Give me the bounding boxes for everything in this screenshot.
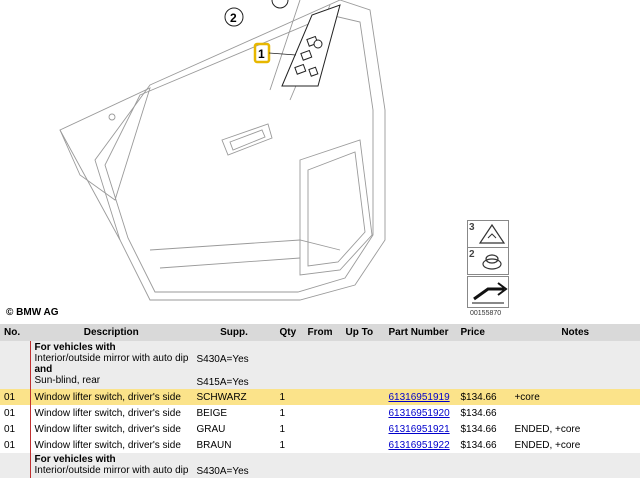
table-header (0, 324, 640, 341)
group-description (30, 341, 192, 389)
legend-number: 3 (469, 222, 475, 233)
row-notes: ENDED, +core (514, 423, 581, 435)
row-no: 01 (4, 439, 16, 451)
group-line: Interior/outside mirror with auto dip (34, 465, 189, 476)
group-supp (192, 341, 275, 389)
row-supp: GRAU (196, 423, 226, 435)
row-notes: ENDED, +core (514, 439, 581, 451)
legend-box-2 (467, 247, 509, 275)
arrow-icon (468, 277, 508, 307)
group-line: Sun-blind, rear (34, 375, 101, 386)
row-price: $134.66 (460, 423, 497, 435)
row-no: 01 (4, 423, 16, 435)
group-title: For vehicles with (34, 342, 116, 353)
col-price: Price (456, 324, 510, 341)
row-description: Window lifter switch, driver's side (30, 437, 192, 453)
group-supp-value: S430A=Yes (196, 466, 249, 477)
row-supp: BEIGE (196, 407, 228, 419)
copyright: © BMW AG (6, 307, 59, 318)
row-notes (510, 405, 640, 421)
row-description: Window lifter switch, driver's side (30, 421, 192, 437)
row-supp: BRAUN (196, 439, 232, 451)
col-upto: Up To (341, 324, 384, 341)
callout-2: 2 (230, 11, 237, 25)
part-number-link[interactable]: 61316951919 (388, 391, 450, 403)
group-row (0, 453, 640, 478)
part-number-link[interactable]: 61316951921 (388, 423, 450, 435)
callout-1: 1 (258, 47, 265, 61)
col-description: Description (30, 324, 192, 341)
part-number-link[interactable]: 61316951922 (388, 439, 450, 451)
row-price: $134.66 (460, 439, 497, 451)
group-supp (192, 453, 275, 478)
row-supp: SCHWARZ (192, 389, 275, 405)
row-description: Window lifter switch, driver's side (30, 389, 192, 405)
col-notes: Notes (510, 324, 640, 341)
window-switch-panel (282, 5, 340, 86)
group-line: Interior/outside mirror with auto dip (34, 353, 189, 364)
table-row[interactable] (0, 389, 640, 405)
row-qty: 1 (279, 407, 286, 419)
legend-number: 2 (469, 249, 475, 260)
row-qty: 1 (279, 423, 286, 435)
group-supp-value: S415A=Yes (196, 377, 249, 388)
row-description: Window lifter switch, driver's side (30, 405, 192, 421)
table-row[interactable] (0, 405, 640, 421)
table-row[interactable] (0, 421, 640, 437)
col-supp: Supp. (192, 324, 275, 341)
row-qty: 1 (275, 389, 303, 405)
group-row (0, 341, 640, 389)
part-number-link[interactable]: 61316951920 (388, 407, 450, 419)
legend-box-3 (467, 220, 509, 248)
row-qty: 1 (279, 439, 286, 451)
table-row[interactable] (0, 437, 640, 453)
row-price: $134.66 (460, 407, 497, 419)
group-description (30, 453, 192, 478)
group-title: For vehicles with (34, 454, 116, 465)
row-notes: +core (510, 389, 640, 405)
row-no: 01 (0, 389, 30, 405)
col-no: No. (0, 324, 30, 341)
row-price: $134.66 (456, 389, 510, 405)
group-supp-value: S430A=Yes (196, 354, 249, 365)
col-qty: Qty (275, 324, 303, 341)
group-and: and (34, 364, 53, 375)
figure-number: 00155870 (470, 310, 502, 317)
row-no: 01 (4, 407, 16, 419)
col-part-number: Part Number (384, 324, 456, 341)
parts-table (0, 324, 640, 478)
col-from: From (303, 324, 341, 341)
legend-box-arrow (467, 276, 509, 308)
